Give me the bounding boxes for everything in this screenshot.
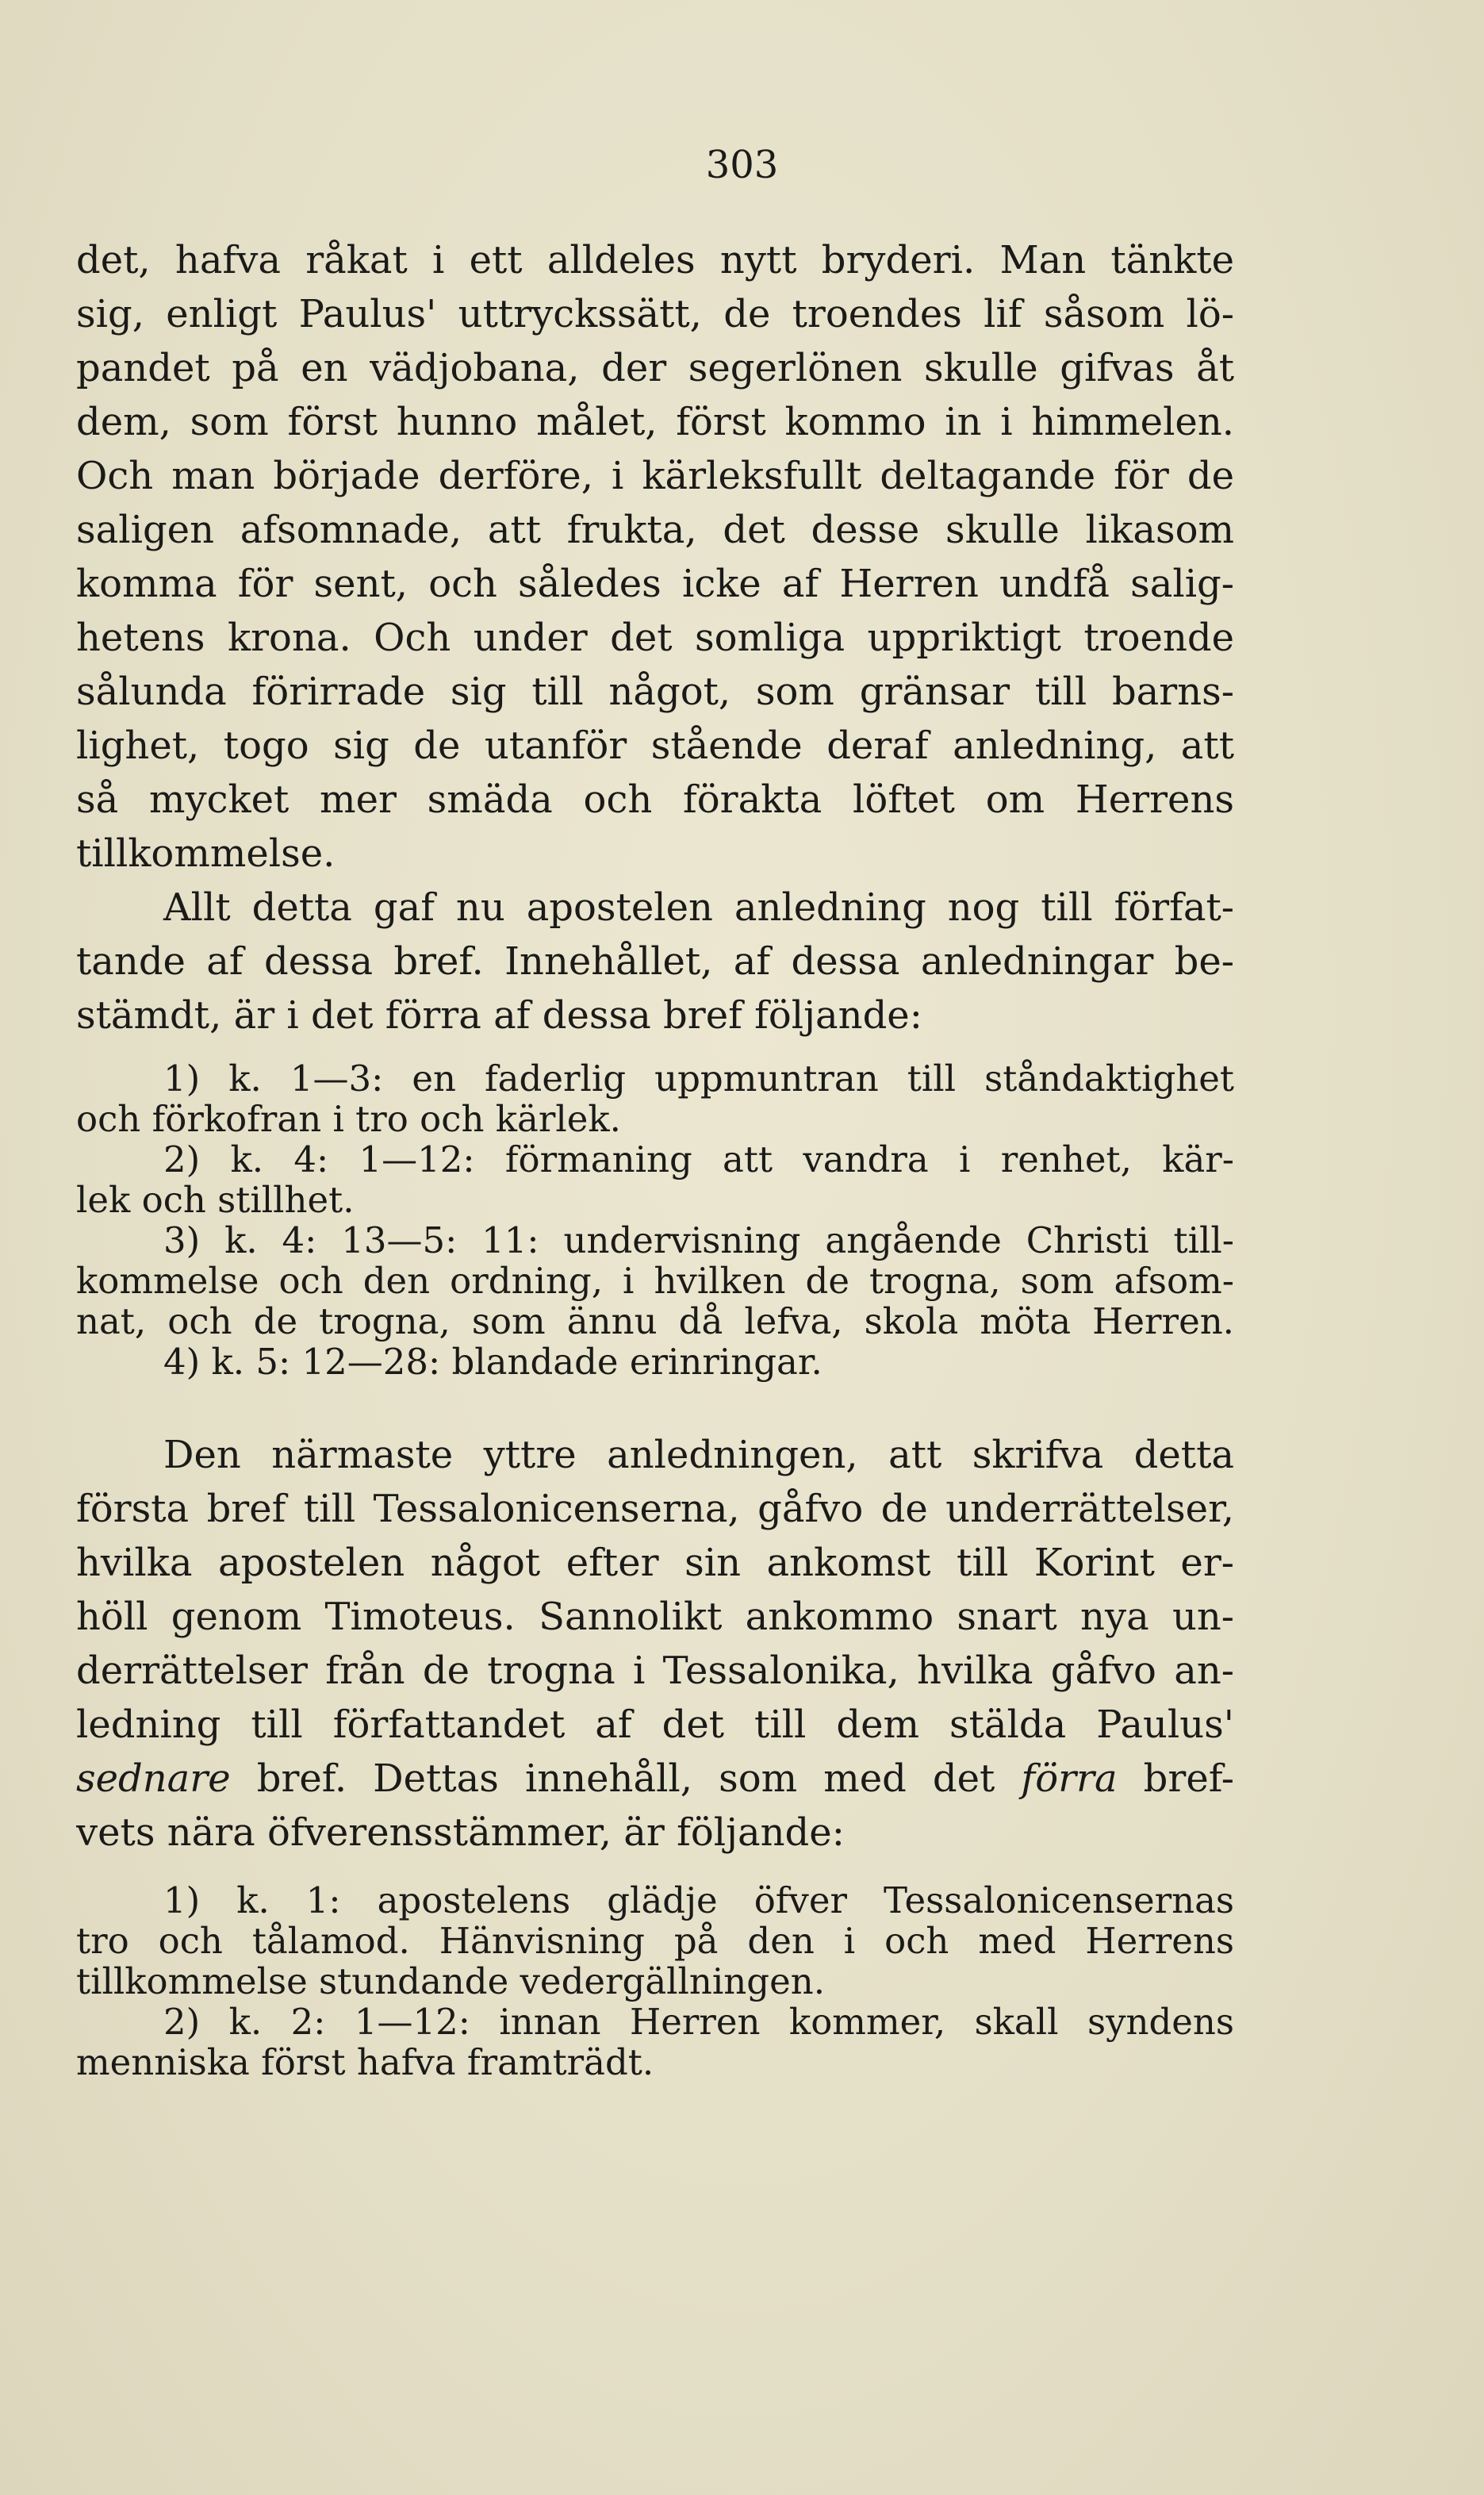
page-number: 303 [705,143,779,187]
text-line: Den närmaste yttre anledningen, att skrifva detta [163,1433,1234,1477]
text-line: dem, som först hunno målet, först kommo in i himmelen. [76,400,1234,444]
text-line: komma för sent, och således icke af Herren undfå salig- [76,562,1234,606]
italic-word: förra [1021,1756,1118,1801]
list-item-line: 4) k. 5: 12—28: blandade erinringar. [163,1342,823,1382]
text-span: bref. Dettas innehåll, som med det [230,1756,1022,1801]
contents-list-2 [76,1880,1234,2082]
list-item-line: tillkommelse stundande vedergällningen. [76,1961,826,2002]
list-item-line: 2) k. 2: 1—12: innan Herren kommer, skall syndens [163,2002,1234,2042]
paragraph-1 [76,233,1234,881]
list-item-line: lek och stillhet. [76,1180,355,1220]
text-line: det, hafva råkat i ett alldeles nytt bryderi. Man tänkte [76,238,1234,282]
text-line: så mycket mer smäda och förakta löftet om Herrens [76,777,1234,822]
text-line: Allt detta gaf nu apostelen anledning nog till förfat- [163,885,1234,930]
list-item-line: 1) k. 1—3: en faderlig uppmuntran till ståndaktighet [163,1058,1234,1099]
list-item-line: kommelse och den ordning, i hvilken de trogna, som afsom- [76,1261,1234,1301]
list-item-line: och förkofran i tro och kärlek. [76,1099,621,1139]
text-line-with-italics [76,1752,1234,1806]
text-line: Och man började derföre, i kärleksfullt deltagande för de [76,454,1234,498]
paragraph-2 [76,881,1234,1042]
text-line: lighet, togo sig de utanför stående deraf anledning, att [76,724,1234,768]
list-item-line: 2) k. 4: 1—12: förmaning att vandra i renhet, kär- [163,1139,1234,1180]
text-line: hvilka apostelen något efter sin ankomst till Korint er- [76,1541,1234,1585]
text-span: bref- [1117,1756,1234,1801]
list-item-line: menniska först hafva framträdt. [76,2042,654,2082]
list-item-line: nat, och de trogna, som ännu då lefva, skola möta Herren. [76,1301,1234,1342]
text-line: ledning till författandet af det till dem stälda Paulus' [76,1702,1234,1747]
text-line: sig, enligt Paulus' uttryckssätt, de troendes lif såsom lö- [76,292,1234,336]
text-line: derrättelser från de trogna i Tessalonika, hvilka gåfvo an- [76,1649,1234,1693]
text-line: första bref till Tessalonicenserna, gåfvo de underrättelser, [76,1487,1234,1531]
contents-list-1 [76,1058,1234,1382]
text-line: vets nära öfverensstämmer, är följande: [76,1810,845,1855]
list-item-line: 3) k. 4: 13—5: 11: undervisning angående Christi till- [163,1220,1234,1261]
italic-word: sednare [76,1756,231,1801]
text-line: hetens krona. Och under det somliga uppriktigt troende [76,616,1234,660]
text-line: tillkommelse. [76,831,336,876]
paragraph-3 [76,1428,1234,1860]
text-line: stämdt, är i det förra af dessa bref följande: [76,993,922,1038]
text-line: sålunda förirrade sig till något, som gränsar till barns- [76,670,1234,714]
text-line: tande af dessa bref. Innehållet, af dessa anledningar be- [76,939,1234,984]
list-item-line: tro och tålamod. Hänvisning på den i och med Herrens [76,1921,1234,1961]
text-line: pandet på en vädjobana, der segerlönen skulle gifvas åt [76,346,1234,390]
text-line: höll genom Timoteus. Sannolikt ankommo snart nya un- [76,1595,1234,1639]
text-line: saligen afsomnade, att frukta, det desse skulle likasom [76,508,1234,552]
list-item-line: 1) k. 1: apostelens glädje öfver Tessalonicensernas [163,1880,1234,1921]
